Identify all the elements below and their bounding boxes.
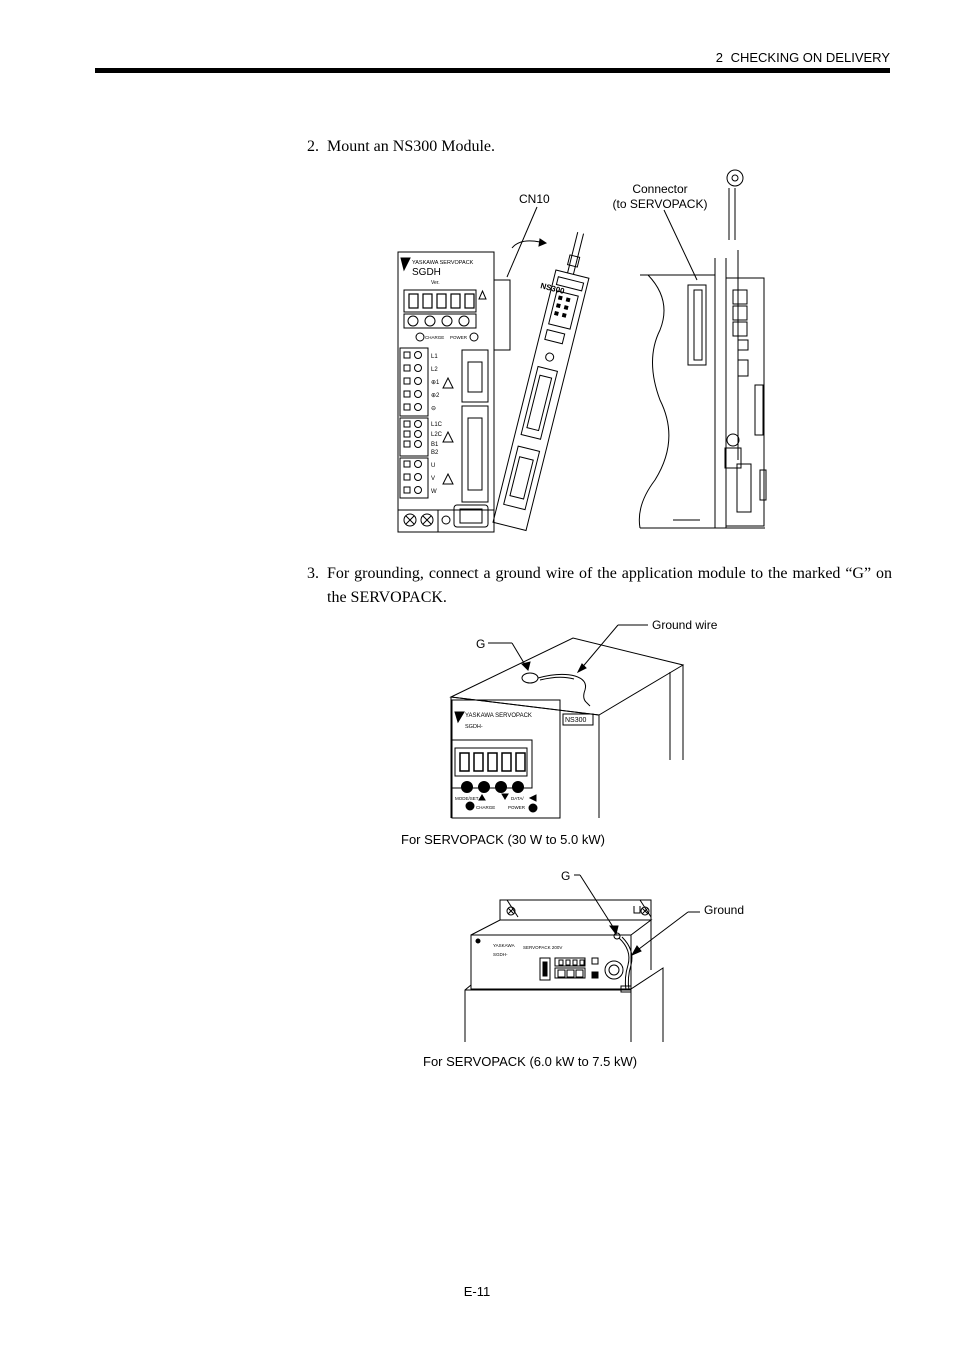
terminal-label: V xyxy=(431,476,436,482)
terminal-label: L1 xyxy=(431,354,438,360)
step-text: For grounding, connect a ground wire of the application module to the marked “G” on the SERVOPACK. xyxy=(327,565,892,606)
lamp-power-label: POWER xyxy=(450,335,468,340)
label-g: G xyxy=(476,637,486,651)
servopack-ver: Ver. xyxy=(431,280,440,286)
servopack-model: SGDH xyxy=(412,267,441,278)
step-number: 2. xyxy=(307,138,319,155)
lamp-charge-label: CHARGE xyxy=(476,805,496,810)
step-text: Mount an NS300 Module. xyxy=(327,138,495,155)
terminal-label: B2 xyxy=(431,450,439,456)
figure2-caption: For SERVOPACK (30 W to 5.0 kW) xyxy=(401,832,605,847)
terminal-label: W xyxy=(431,489,437,495)
header-section-title: CHECKING ON DELIVERY xyxy=(730,50,890,65)
terminal-label: L2C xyxy=(431,432,443,438)
servopack-model: SGDH- xyxy=(465,724,483,730)
ns300-module-label: NS300 xyxy=(539,281,566,296)
lamp-charge-label: CHARGE xyxy=(425,335,445,340)
key-data-label: DATA/ xyxy=(511,796,524,801)
callout-connector: Connector xyxy=(632,182,688,196)
terminal-label: ⊕2 xyxy=(431,393,440,399)
step-number: 3. xyxy=(307,565,319,582)
servopack-brand: YASKAWA SERVOPACK xyxy=(412,260,474,266)
ns300-module-label: NS300 xyxy=(565,717,587,724)
lamp-power-label: POWER xyxy=(508,805,526,810)
key-mode-label: MODE/SET xyxy=(455,796,479,801)
terminal-label: ⊕1 xyxy=(431,380,440,386)
servopack-rating: SERVOPACK 200V xyxy=(523,945,563,950)
terminal-label: ⊖ xyxy=(431,406,437,412)
terminal-label: U xyxy=(431,463,436,469)
page-number: E-11 xyxy=(463,1284,491,1299)
servopack-model: SGDH- xyxy=(493,952,508,957)
label-ground: Ground xyxy=(704,903,745,917)
callout-cn10: CN10 xyxy=(519,192,550,206)
servopack-brand: YASKAWA xyxy=(493,943,515,948)
figure3-caption: For SERVOPACK (6.0 kW to 7.5 kW) xyxy=(423,1054,638,1069)
terminal-label: B1 xyxy=(431,442,439,448)
terminal-label: L1C xyxy=(431,422,443,428)
header-section-number: 2 xyxy=(715,50,723,65)
callout-connector-sub: (to SERVOPACK) xyxy=(612,197,708,211)
servopack-brand: YASKAWA SERVOPACK xyxy=(465,713,532,719)
label-g: G xyxy=(561,869,571,883)
label-ground-wire: Ground wire xyxy=(652,618,718,632)
terminal-label: L2 xyxy=(431,367,438,373)
